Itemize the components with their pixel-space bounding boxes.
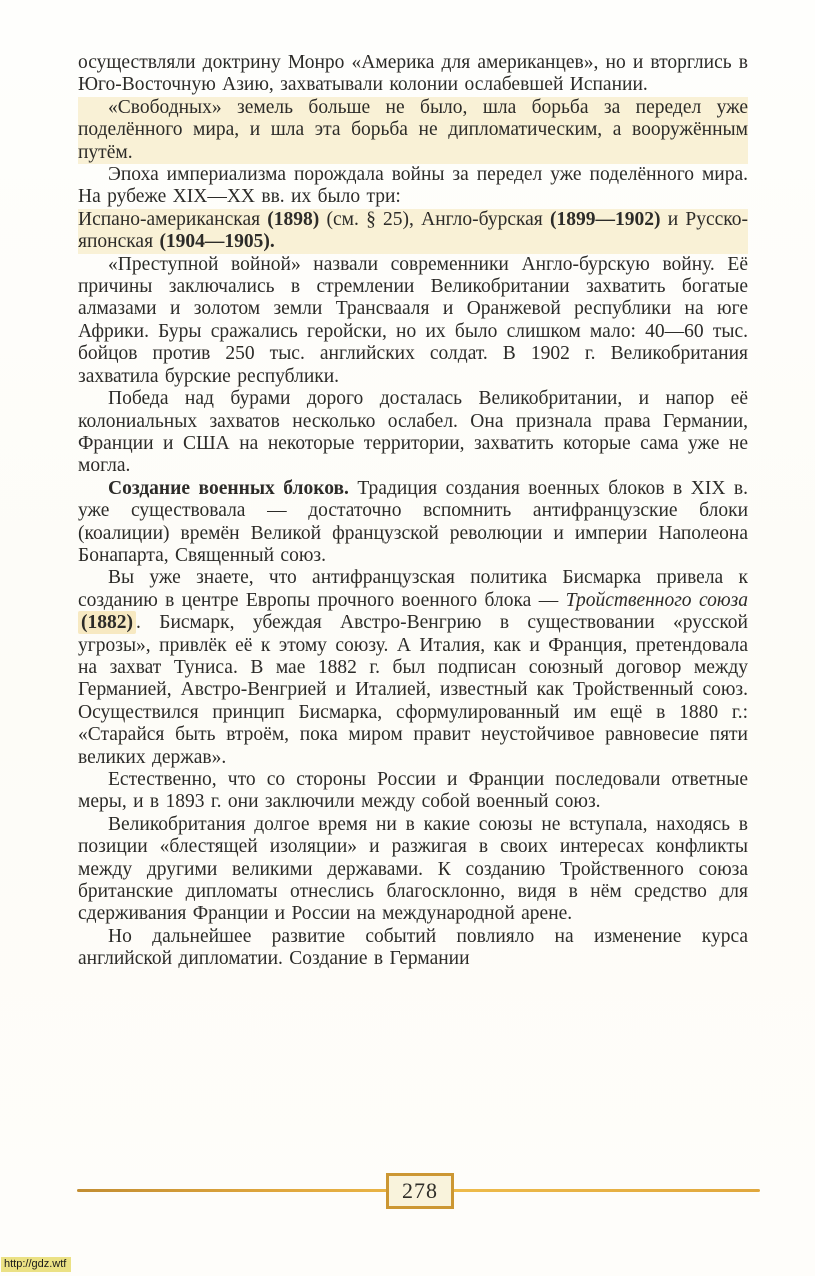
paragraph: Великобритания долгое время ни в какие союзы не вступала, находясь в позиции «блестящей изоляции» и разжигая в своих интересах конфликты между другими великими державами. К созданию Тройственного союза британские дипломаты отнеслись благосклонно, видя в нём средство для сдерживания Франции и России на международной арене. [78, 813, 748, 925]
paragraph: Победа над бурами дорого досталась Великобритании, и напор её колониальных захватов несколько ослабел. Она признала права Германии, Франции и США на некоторые территории, захватить которые сама уже не могла. [78, 388, 748, 477]
paragraph: Естественно, что со стороны России и Франции последовали ответные меры, и в 1893 г. они заключили между собой военный союз. [78, 769, 748, 813]
highlighted-passage: «Свободных» земель больше не было, шла борьба за передел уже поделённого мира, и шла эта борьба не дипломатическим, а вооружённым путём. [78, 96, 748, 163]
highlighted-date: (1882) [78, 611, 136, 634]
bold-text: (1898) [267, 208, 320, 230]
paragraph: Эпоха империализма порождала войны за передел уже поделённого мира. На рубеже XIX—XX вв. их было три: [78, 164, 748, 208]
bold-text: (1904—1905). [159, 231, 275, 253]
highlighted-passage: Испано-американская (1898) (см. § 25), Англо-бурская (1899—1902) и Русско-японская (1904—1905). [78, 208, 748, 253]
paragraph: Но дальнейшее развитие событий повлияло на изменение курса английской дипломатии. Создание в Германии [78, 925, 748, 970]
paragraph: осуществляли доктрину Монро «Америка для американцев», но и вторглись в Юго-Восточную Азию, захватывали колонии ослабевшей Испании. [78, 52, 748, 96]
paragraph: «Преступной войной» назвали современники Англо-бурскую войну. Её причины заключались в стремлении Великобритании захватить богатые алмазами и золотом земли Трансвааля и Оранжевой республики на юге Африки. Буры сражались геройски, но их было слишком мало: 40—60 тыс. бойцов против 250 тыс. английских солдат. В 1902 г. Великобритания захватила бурские республики. [78, 253, 748, 387]
text-column [78, 52, 748, 1167]
bold-text: Создание военных блоков. [108, 477, 349, 499]
italic-text: Тройственного союза [565, 589, 748, 611]
paragraph: Создание военных блоков. Традиция создания военных блоков в XIX в. уже существовала — достаточно вспомнить антифранцузские блоки (коалиции) времён Великой французской революции и империи Наполеона Бонапарта, Священный союз. [78, 477, 748, 566]
watermark: http://gdz.wtf [1, 1257, 71, 1272]
page-number: 278 [402, 1178, 438, 1203]
paragraph: Вы уже знаете, что антифранцузская политика Бисмарка привела к созданию в центре Европы прочного военного блока — Тройственного союза (1882) . Бисмарк, убеждая Австро-Венгрию в существовании «русской угрозы», привлёк её к этому союзу. А Италия, как и Франция, претендовала на захват Туниса. В мае 1882 г. был подписан союзный договор между Германией, Австро-Венгрией и Италией, известный как Тройственный союз. Осуществился принцип Бисмарка, сформулированный им ещё в 1880 г.: «Старайся быть втроём, пока миром правит неустойчивое равновесие пяти великих держав». [78, 567, 748, 768]
page-number-box [386, 1173, 454, 1209]
bold-text: (1899—1902) [550, 208, 661, 230]
